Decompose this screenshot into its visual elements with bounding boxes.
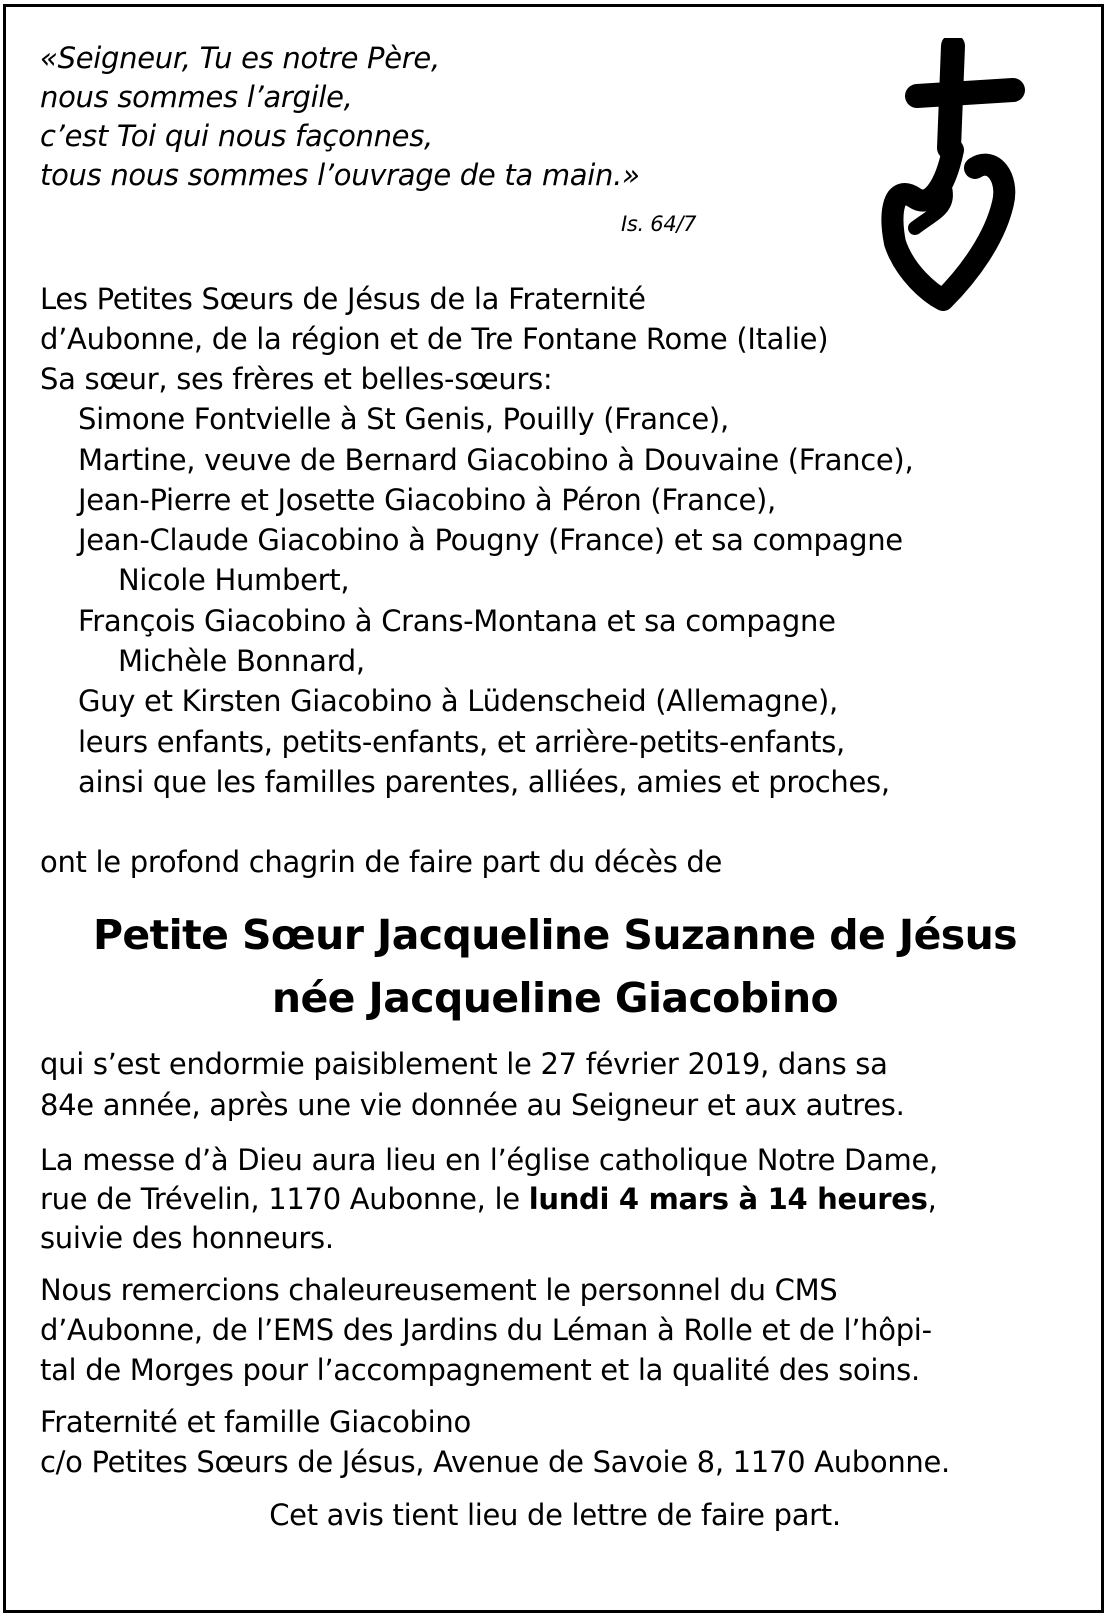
mass-line: suivie des honneurs. <box>40 1221 334 1255</box>
verse-reference: Is. 64/7 <box>621 212 697 236</box>
death-line: 84e année, après une vie donnée au Seigneur et aux autres. <box>40 1088 905 1122</box>
deceased-name: Petite Sœur Jacqueline Suzanne de Jésus <box>92 911 1017 959</box>
intro-line: d’Aubonne, de la région et de Tre Fontane Rome (Italie) <box>40 322 829 356</box>
family-line: ainsi que les familles parentes, alliées, amies et proches, <box>78 765 890 799</box>
verse-line: nous sommes l’argile, <box>40 80 353 114</box>
cross-heart-icon <box>875 38 1025 328</box>
signature-line: Fraternité et famille Giacobino <box>40 1405 471 1439</box>
mass-datetime: lundi 4 mars à 14 heures <box>528 1182 928 1216</box>
intro-line: Sa sœur, ses frères et belles-sœurs: <box>40 362 553 396</box>
thanks-line: Nous remercions chaleureusement le personnel du CMS <box>40 1273 838 1307</box>
family-line: Michèle Bonnard, <box>118 644 365 678</box>
family-line: Simone Fontvielle à St Genis, Pouilly (France), <box>78 402 729 436</box>
mass-line: La messe d’à Dieu aura lieu en l’église catholique Notre Dame, <box>40 1143 938 1177</box>
announcement: ont le profond chagrin de faire part du décès de <box>40 845 723 879</box>
closing-line: Cet avis tient lieu de lettre de faire part. <box>269 1498 841 1532</box>
verse-line: c’est Toi qui nous façonnes, <box>40 119 433 153</box>
family-line: Jean-Pierre et Josette Giacobino à Péron (France), <box>78 483 776 517</box>
deceased-birth-name: née Jacqueline Giacobino <box>271 974 839 1022</box>
family-line: Nicole Humbert, <box>118 563 350 597</box>
thanks-line: tal de Morges pour l’accompagnement et la qualité des soins. <box>40 1353 920 1387</box>
intro-line: Les Petites Sœurs de Jésus de la Fraternité <box>40 282 646 316</box>
signature-line: c/o Petites Sœurs de Jésus, Avenue de Savoie 8, 1170 Aubonne. <box>40 1445 950 1479</box>
verse-line: «Seigneur, Tu es notre Père, <box>40 41 440 75</box>
family-line: François Giacobino à Crans-Montana et sa compagne <box>78 604 836 638</box>
verse-line: tous nous sommes l’ouvrage de ta main.» <box>40 158 640 192</box>
death-line: qui s’est endormie paisiblement le 27 février 2019, dans sa <box>40 1047 888 1081</box>
family-line: Jean-Claude Giacobino à Pougny (France) et sa compagne <box>78 523 903 557</box>
mass-punct: , <box>927 1182 937 1216</box>
mass-address: rue de Trévelin, 1170 Aubonne, le <box>40 1182 529 1216</box>
family-line: Martine, veuve de Bernard Giacobino à Douvaine (France), <box>78 443 914 477</box>
thanks-line: d’Aubonne, de l’EMS des Jardins du Léman à Rolle et de l’hôpi- <box>40 1313 932 1347</box>
family-line: Guy et Kirsten Giacobino à Lüdenscheid (Allemagne), <box>78 684 838 718</box>
family-line: leurs enfants, petits-enfants, et arrière-petits-enfants, <box>78 725 845 759</box>
mass-line <box>40 1182 936 1216</box>
